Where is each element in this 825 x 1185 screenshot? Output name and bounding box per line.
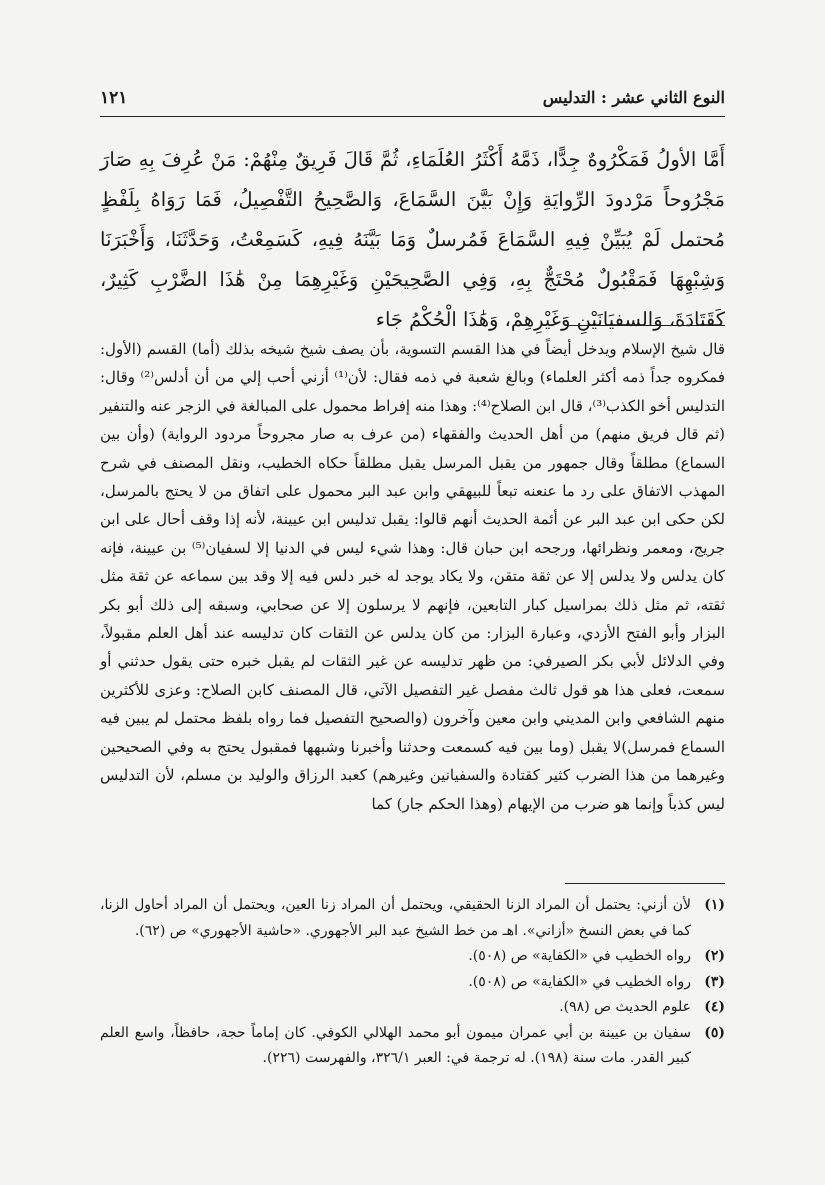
footnotes <box>100 893 725 1072</box>
main-paragraph: أَمَّا الأولُ فَمَكْرُوهٌ جِدًّا، ذَمَّهُ أَكْثَرُ العُلَمَاءِ، ثُمَّ قَالَ فَرِيقٌ مِنْهُمْ: مَنْ عُرِفَ بِهِ صَارَ مَجْرُوحاً مَرْدودَ الرِّوايَةِ وَإِنْ بَيَّنَ السَّمَاعَ، وَالصَّحِيحُ التَّفْصِيلُ، فَمَا رَوَاهُ بِلَفْظٍ مُحتمل لَمْ يُبَيِّنْ فِيهِ السَّمَاعَ فَمُرسلٌ وَمَا بَيَّنَهُ فِيهِ، كَسَمِعْتُ، وَحَدَّثَنَا، وَأَخْبَرَنَا وَشِبْهِهَا فَمَقْبُولٌ مُحْتَجٌّ بِهِ، وَفِي الصَّحِيحَيْنِ وَغَيْرِهِمَا مِنْ هَٰذَا الضَّرْبِ كَثِيرٌ، كَقَتَادَةَ، وَالسفيَانَيْنِ وَغَيْرِهِمْ، وَهَٰذَا الْحُكْمُ جَاء <box>100 148 725 331</box>
footnotes-divider <box>565 883 725 884</box>
footnote-text: سفيان بن عيينة بن أبي عمران ميمون أبو محمد الهلالي الكوفي. كان إماماً حجة، حافظاً، واسع العلم كبير القدر. مات سنة (١٩٨). له ترجمة في: العبر ٣٢٦/١، والفهرست (٢٢٦). <box>100 1024 691 1066</box>
page-number: ١٢١ <box>100 88 128 108</box>
running-title: النوع الثاني عشر : التدليس <box>542 88 725 107</box>
footnote-number: (٤) <box>704 999 725 1015</box>
footnote-number: (٢) <box>704 948 725 964</box>
page-header <box>100 88 725 117</box>
footnote-number: (١) <box>704 897 725 913</box>
footnote-5 <box>100 1021 725 1072</box>
footnote-4 <box>100 995 725 1021</box>
commentary-paragraph: قال شيخ الإسلام ويدخل أيضاً في هذا القسم التسوية، بأن يصف شيخ شيخه بذلك (أما) القسم (الأول: فمكروه جداً ذمه أكثر العلماء) وبالغ شعبة في ذمه فقال: لأن⁽¹⁾ أزني أحب إلي من أن أدلس⁽²⁾ وقال: التدليس أخو الكذب⁽³⁾، قال ابن الصلاح⁽⁴⁾: وهذا منه إفراط محمول على المبالغة في الزجر عنه والتنفير (ثم قال فريق منهم) من أهل الحديث والفقهاء (من عرف به صار مجروحاً مردود الرواية) (وأن بين السماع) مطلقاً وقال جمهور من يقبل المرسل يقبل مطلقاً حكاه الخطيب، ونقل المصنف في شرح المهذب الاتفاق على رد ما عنعنه تبعاً للبيهقي وابن عبد البر محمول على اتفاق من لا يحتج بالمرسل، لكن حكى ابن عبد البر عن أئمة الحديث أنهم قالوا: يقبل تدليس ابن عيينة، لأنه إذا وقف أحال على ابن جريج، ومعمر ونظرائها، ورجحه ابن حبان قال: وهذا شيء ليس في الدنيا إلا لسفيان⁽⁵⁾ بن عيينة، فإنه كان يدلس ولا يدلس إلا عن ثقة متقن، ولا يكاد يوجد له خبر دلس فيه إلا وقد بين سماعه عن ثقة مثل ثقته، ثم مثل ذلك بمراسيل كبار التابعين، فإنهم لا يرسلون إلا عن صحابي، وسبقه إلى ذلك أبو بكر البزار وأبو الفتح الأزدي، وعبارة البزار: من كان يدلس عن الثقات كان تدليسه عند أهل العلم مقبولاً، وفي الدلائل لأبي بكر الصيرفي: من ظهر تدليسه عن غير الثقات لم يقبل خبره حتى يقول حدثني أو سمعت، فعلى هذا هو قول ثالث مفصل غير التفصيل الآتي، قال المصنف كابن الصلاح: وعزى للأكثرين منهم الشافعي وابن المديني وابن معين وآخرون (والصحيح التفصيل فما رواه بلفظ محتمل لم يبين فيه السماع فمرسل)لا يقبل (وما بين فيه كسمعت وحدثنا وأخبرنا وشبهها فمقبول يحتج به وفي الصحيحين وغيرهما من هذا الضرب كثير كقتادة والسفيانين وغيرهم) كعبد الرزاق والوليد بن مسلم، لأن التدليس ليس كذباً وإنما هو ضرب من الإيهام (وهذا الحكم جار) كما <box>100 340 726 813</box>
footnote-number: (٣) <box>704 973 725 990</box>
footnote-1 <box>100 893 725 944</box>
footnote-text: لأن أزني: يحتمل أن المراد الزنا الحقيقي، ويحتمل أن المراد زنا العين، ويحتمل أن المراد أحاول الزنا، كما في بعض النسخ «أزاني». اهـ من خط الشيخ عبد البر الأجهوري. «حاشية الأجهوري» ص (٦٢). <box>100 897 691 939</box>
footnote-text: رواه الخطيب في «الكفاية» ص (٥٠٨). <box>468 973 691 990</box>
footnote-2 <box>100 944 725 970</box>
commentary <box>100 335 725 818</box>
footnote-text: رواه الخطيب في «الكفاية» ص (٥٠٨). <box>468 948 691 964</box>
footnote-text: علوم الحديث ص (٩٨). <box>559 999 691 1015</box>
footnote-number: (٥) <box>704 1024 725 1041</box>
main-text <box>100 140 725 340</box>
footnote-3 <box>100 970 725 996</box>
commentary-divider <box>565 325 725 326</box>
